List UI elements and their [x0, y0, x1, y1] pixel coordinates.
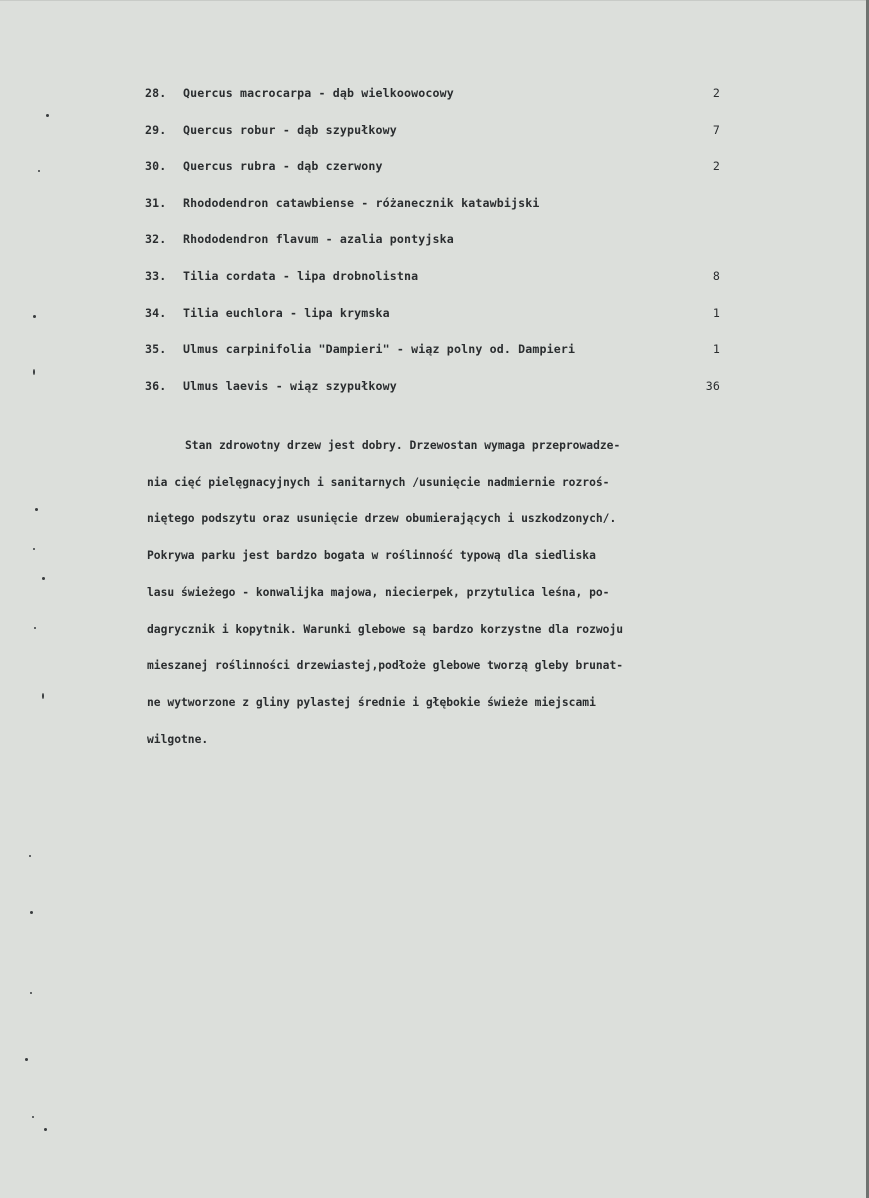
- item-count: 7: [712, 122, 720, 137]
- item-text: Quercus rubra - dąb czerwony: [183, 159, 383, 174]
- margin-speck: [25, 1058, 28, 1061]
- item-number: 36.: [145, 378, 167, 393]
- list-item: [145, 269, 735, 306]
- item-text: Ulmus carpinifolia "Dampieri" - wiąz polny od. Dampieri: [183, 342, 576, 357]
- paragraph-line: Stan zdrowotny drzew jest dobry. Drzewostan wymaga przeprowadze-: [185, 439, 621, 452]
- item-number: 32.: [145, 232, 167, 247]
- item-text: Tilia euchlora - lipa krymska: [183, 305, 390, 320]
- paragraph-line: niętego podszytu oraz usunięcie drzew obumierających i uszkodzonych/.: [147, 512, 617, 526]
- margin-speck: [34, 627, 36, 629]
- item-number: 31.: [145, 195, 167, 210]
- paragraph-line: wilgotne.: [147, 732, 209, 746]
- item-count: 2: [712, 86, 720, 100]
- paragraph-line: ne wytworzone z gliny pylastej średnie i głębokie świeże miejscami: [147, 695, 596, 709]
- margin-speck: [44, 1128, 47, 1131]
- margin-speck: [32, 1116, 34, 1118]
- margin-speck: [35, 508, 38, 511]
- item-number: 33.: [145, 268, 167, 283]
- item-count: 36: [705, 378, 720, 393]
- paragraph-line: Pokrywa parku jest bardzo bogata w roślinność typową dla siedliska: [147, 549, 596, 563]
- margin-speck: [38, 170, 40, 172]
- item-count: 2: [712, 159, 720, 174]
- margin-speck: [33, 315, 36, 318]
- margin-speck: [33, 548, 35, 550]
- margin-speck: [46, 114, 49, 117]
- item-count: 1: [712, 342, 720, 357]
- item-text: Rhododendron flavum - azalia pontyjska: [183, 232, 454, 247]
- description-paragraph: [147, 428, 812, 758]
- item-text: Quercus macrocarpa - dąb wielkoowocowy: [183, 86, 454, 100]
- list-item: [145, 86, 735, 123]
- paragraph-line: mieszanej roślinności drzewiastej,podłoże glebowe tworzą gleby brunat-: [147, 659, 624, 673]
- margin-speck: [42, 577, 45, 580]
- paragraph-line: nia cięć pielęgnacyjnych i sanitarnych /usunięcie nadmiernie rozroś-: [147, 475, 610, 489]
- margin-speck: [30, 992, 32, 994]
- page-edge-top: [0, 0, 869, 1]
- list-item: [145, 196, 735, 233]
- item-number: 29.: [145, 122, 167, 137]
- item-text: Tilia cordata - lipa drobnolistna: [183, 268, 419, 283]
- item-number: 34.: [145, 305, 167, 320]
- margin-speck: [33, 369, 35, 375]
- item-count: 8: [712, 268, 720, 283]
- item-text: Quercus robur - dąb szypułkowy: [183, 122, 397, 137]
- paragraph-line: lasu świeżego - konwalijka majowa, niecierpek, przytulica leśna, po-: [147, 585, 610, 599]
- margin-speck: [29, 855, 31, 857]
- margin-speck: [42, 693, 44, 699]
- species-list: [145, 86, 735, 415]
- list-item: [145, 379, 735, 416]
- item-count: 1: [712, 305, 720, 320]
- list-item: [145, 123, 735, 160]
- item-number: 28.: [145, 86, 167, 100]
- margin-speck: [30, 911, 33, 914]
- item-text: Rhododendron catawbiense - różanecznik katawbijski: [183, 195, 540, 210]
- list-item: [145, 342, 735, 379]
- list-item: [145, 306, 735, 343]
- list-item: [145, 232, 735, 269]
- paragraph-line: dagrycznik i kopytnik. Warunki glebowe są bardzo korzystne dla rozwoju: [147, 622, 624, 636]
- item-number: 30.: [145, 159, 167, 174]
- item-text: Ulmus laevis - wiąz szypułkowy: [183, 378, 397, 393]
- list-item: [145, 159, 735, 196]
- item-number: 35.: [145, 342, 167, 357]
